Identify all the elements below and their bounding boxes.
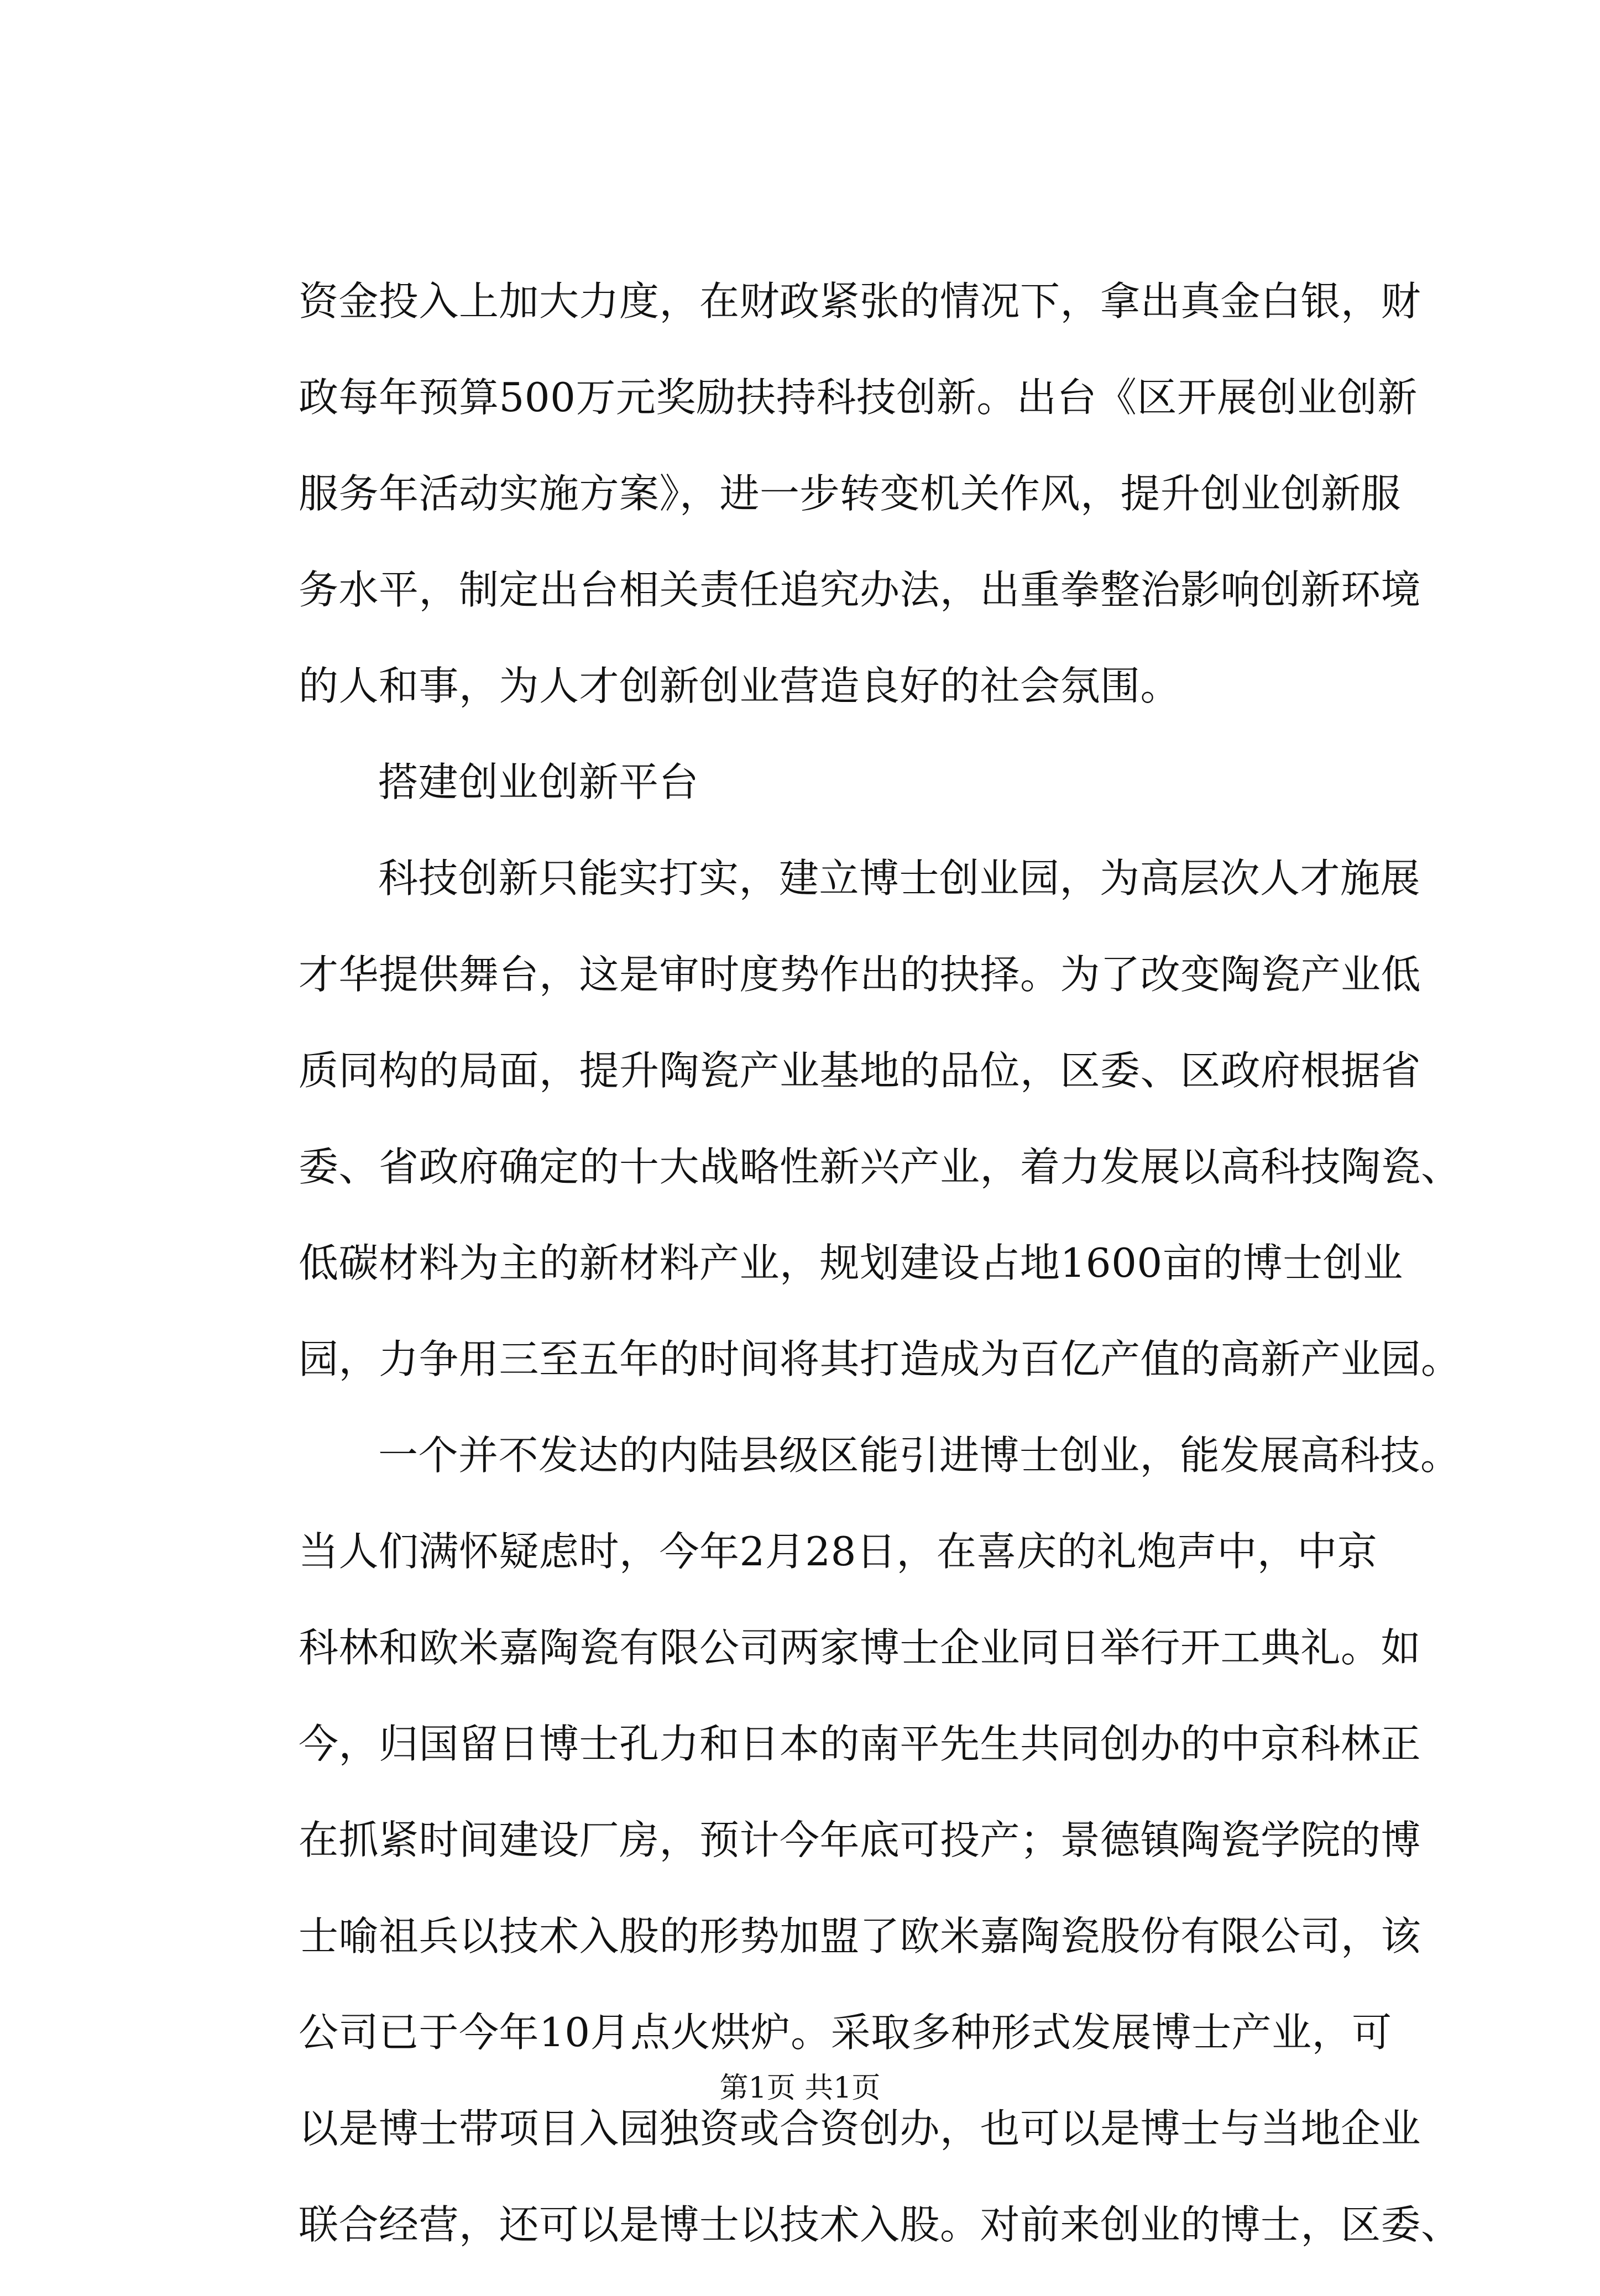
- text-line: 科林和欧米嘉陶瓷有限公司两家博士企业同日举行开工典礼。如: [299, 1624, 1421, 1671]
- text-line: 当人们满怀疑虑时，今年2月28日，在喜庆的礼炮声中，中京: [299, 1528, 1378, 1575]
- text-line: 的人和事，为人才创新创业营造良好的社会氛围。: [299, 663, 1181, 709]
- text-line: 联合经营，还可以是博士以技术入股。对前来创业的博士，区委、: [299, 2201, 1461, 2248]
- text-line: 政每年预算500万元奖励扶持科技创新。出台《区开展创业创新: [299, 374, 1418, 421]
- text-line: 以是博士带项目入园独资或合资创办，也可以是博士与当地企业: [299, 2105, 1421, 2152]
- text-line: 资金投入上加大力度，在财政紧张的情况下，拿出真金白银，财: [299, 278, 1421, 324]
- text-line: 委、省政府确定的十大战略性新兴产业，着力发展以高科技陶瓷、: [299, 1144, 1461, 1190]
- section-heading: 搭建创业创新平台: [378, 759, 699, 805]
- text-line: 服务年活动实施方案》，进一步转变机关作风，提升创业创新服: [299, 470, 1402, 517]
- text-line: 园，力争用三至五年的时间将其打造成为百亿产值的高新产业园。: [299, 1336, 1461, 1382]
- text-line: 才华提供舞台，这是审时度势作出的抉择。为了改变陶瓷产业低: [299, 951, 1421, 998]
- text-line: 务水平，制定出台相关责任追究办法，出重拳整治影响创新环境: [299, 567, 1421, 613]
- paragraph-start-line: 一个并不发达的内陆县级区能引进博士创业，能发展高科技。: [378, 1432, 1461, 1479]
- text-line: 低碳材料为主的新材料产业，规划建设占地1600亩的博士创业: [299, 1240, 1403, 1286]
- text-line: 质同构的局面，提升陶瓷产业基地的品位，区委、区政府根据省: [299, 1047, 1421, 1094]
- text-line: 公司已于今年10月点火烘炉。采取多种形式发展博士产业，可: [299, 2009, 1392, 2056]
- document-body: [299, 276, 1461, 2296]
- text-line: 士喻祖兵以技术入股的形势加盟了欧米嘉陶瓷股份有限公司，该: [299, 1913, 1421, 1959]
- paragraph-start-line: 科技创新只能实打实，建立博士创业园，为高层次人才施展: [378, 855, 1421, 901]
- text-line: 今，归国留日博士孔力和日本的南平先生共同创办的中京科林正: [299, 1721, 1421, 1767]
- page-footer: 第1页 共1页: [719, 2072, 881, 2105]
- text-line: 在抓紧时间建设厂房，预计今年底可投产；景德镇陶瓷学院的博: [299, 1817, 1421, 1863]
